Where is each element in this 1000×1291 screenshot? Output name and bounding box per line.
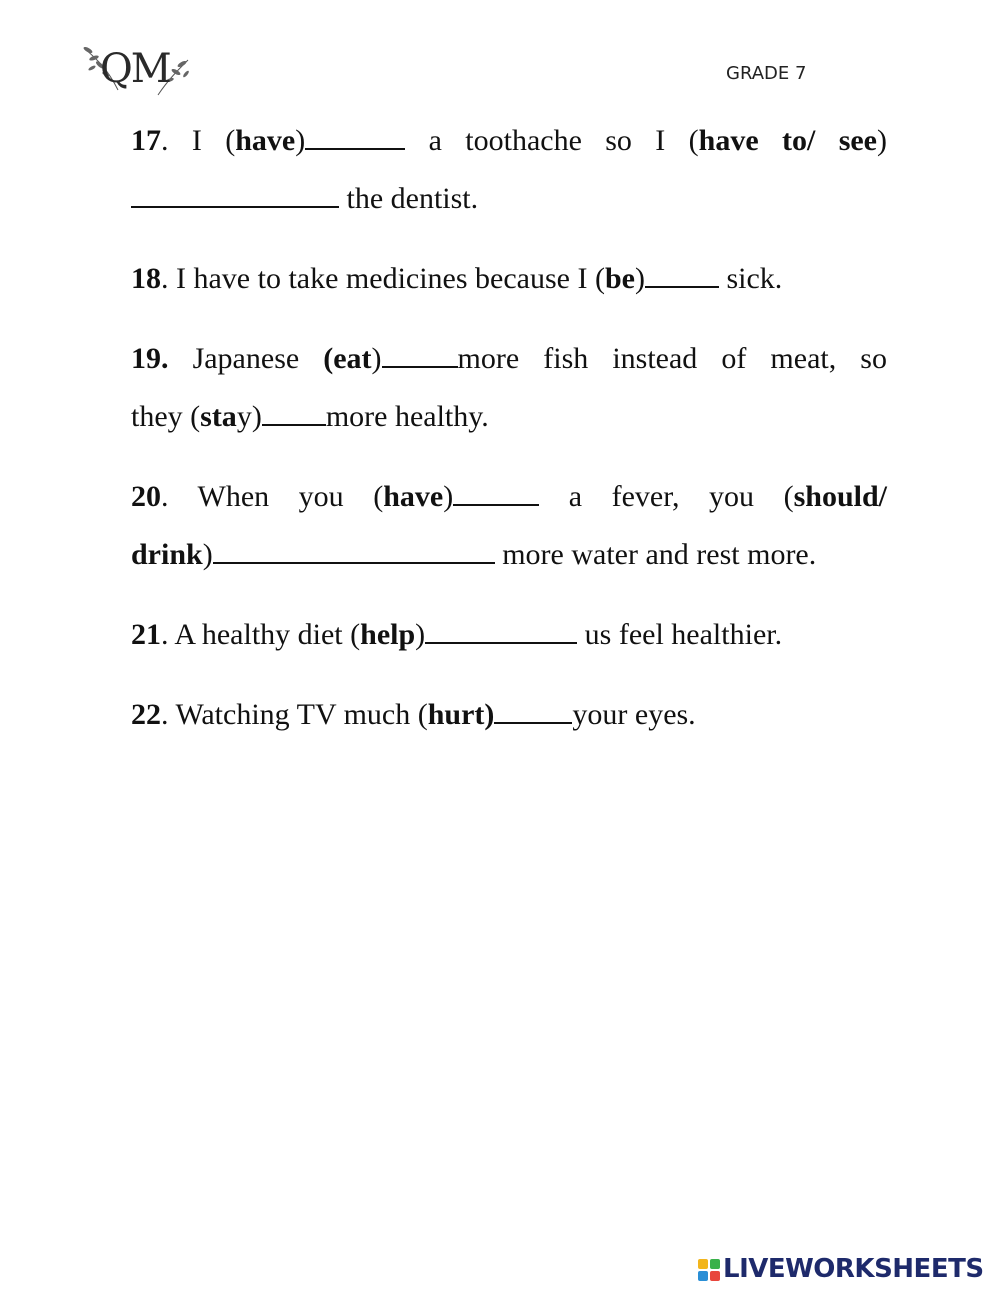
question-text: . I ( (161, 124, 236, 157)
question-text: ) (371, 342, 382, 375)
question-text: more fish instead of meat, so (457, 342, 887, 375)
logo-monogram: QM (100, 46, 170, 92)
verb-hint: (eat (323, 342, 372, 375)
question-text: Japanese (168, 342, 324, 375)
question-text: more healthy. (325, 400, 489, 433)
verb-hint: sta (200, 400, 237, 433)
question-number: 22 (131, 698, 161, 731)
question-19 (131, 330, 887, 446)
question-line (131, 170, 887, 228)
question-text: . I have to take medicines because I ( (161, 262, 605, 295)
question-number: 18 (131, 262, 161, 295)
question-text: your eyes. (572, 698, 696, 731)
verb-hint: have to/ see (698, 124, 878, 157)
answer-blank[interactable] (453, 504, 539, 506)
question-text: more water and rest more. (494, 538, 817, 571)
question-text: . Watching TV much ( (161, 698, 428, 731)
question-21 (131, 606, 887, 664)
question-text: a fever, you ( (539, 480, 794, 513)
answer-blank[interactable] (213, 562, 495, 564)
verb-hint-tail: y) (236, 400, 262, 433)
question-text: ) (634, 262, 645, 295)
question-17 (131, 112, 887, 228)
question-text: ) (443, 480, 454, 513)
question-line (131, 388, 887, 446)
answer-blank[interactable] (131, 206, 339, 208)
answer-blank[interactable] (382, 366, 458, 368)
verb-hint: be (604, 262, 635, 295)
question-22 (131, 686, 887, 744)
answer-blank[interactable] (305, 148, 405, 150)
question-number: 17 (131, 124, 161, 157)
verb-hint: drink (131, 538, 203, 571)
question-text: ) (415, 618, 426, 651)
question-number: 21 (131, 618, 161, 651)
verb-hint: should/ (793, 480, 887, 513)
question-text: the dentist. (339, 182, 479, 215)
liveworksheets-brand (697, 1254, 993, 1284)
question-text: ) (202, 538, 213, 571)
liveworksheets-logo-icon (697, 1258, 721, 1282)
grade-label: GRADE 7 (726, 63, 807, 84)
question-text: . When you ( (161, 480, 384, 513)
question-list (131, 112, 887, 744)
answer-blank[interactable] (262, 424, 326, 426)
verb-hint: have (383, 480, 444, 513)
question-text: they ( (131, 400, 201, 433)
question-line (131, 250, 887, 308)
question-number: 20 (131, 480, 161, 513)
question-18 (131, 250, 887, 308)
verb-hint: have (235, 124, 296, 157)
verb-hint: hurt) (427, 698, 495, 731)
question-line (131, 606, 887, 664)
question-text: sick. (718, 262, 783, 295)
question-line (131, 526, 887, 584)
question-text: . A healthy diet ( (161, 618, 361, 651)
question-line (131, 468, 887, 526)
question-text: a toothache so I ( (428, 124, 699, 157)
question-text: ) (295, 124, 306, 157)
answer-blank[interactable] (425, 642, 577, 644)
question-line (131, 330, 887, 388)
answer-blank[interactable] (645, 286, 719, 288)
question-line (131, 686, 887, 744)
question-text: us feel healthier. (577, 618, 783, 651)
answer-blank[interactable] (494, 722, 572, 724)
question-number: 19. (131, 342, 169, 375)
question-line (131, 112, 887, 170)
question-20 (131, 468, 887, 584)
verb-hint: help (360, 618, 416, 651)
liveworksheets-wordmark: LIVEWORKSHEETS (723, 1254, 984, 1284)
question-text: ) (877, 124, 888, 157)
